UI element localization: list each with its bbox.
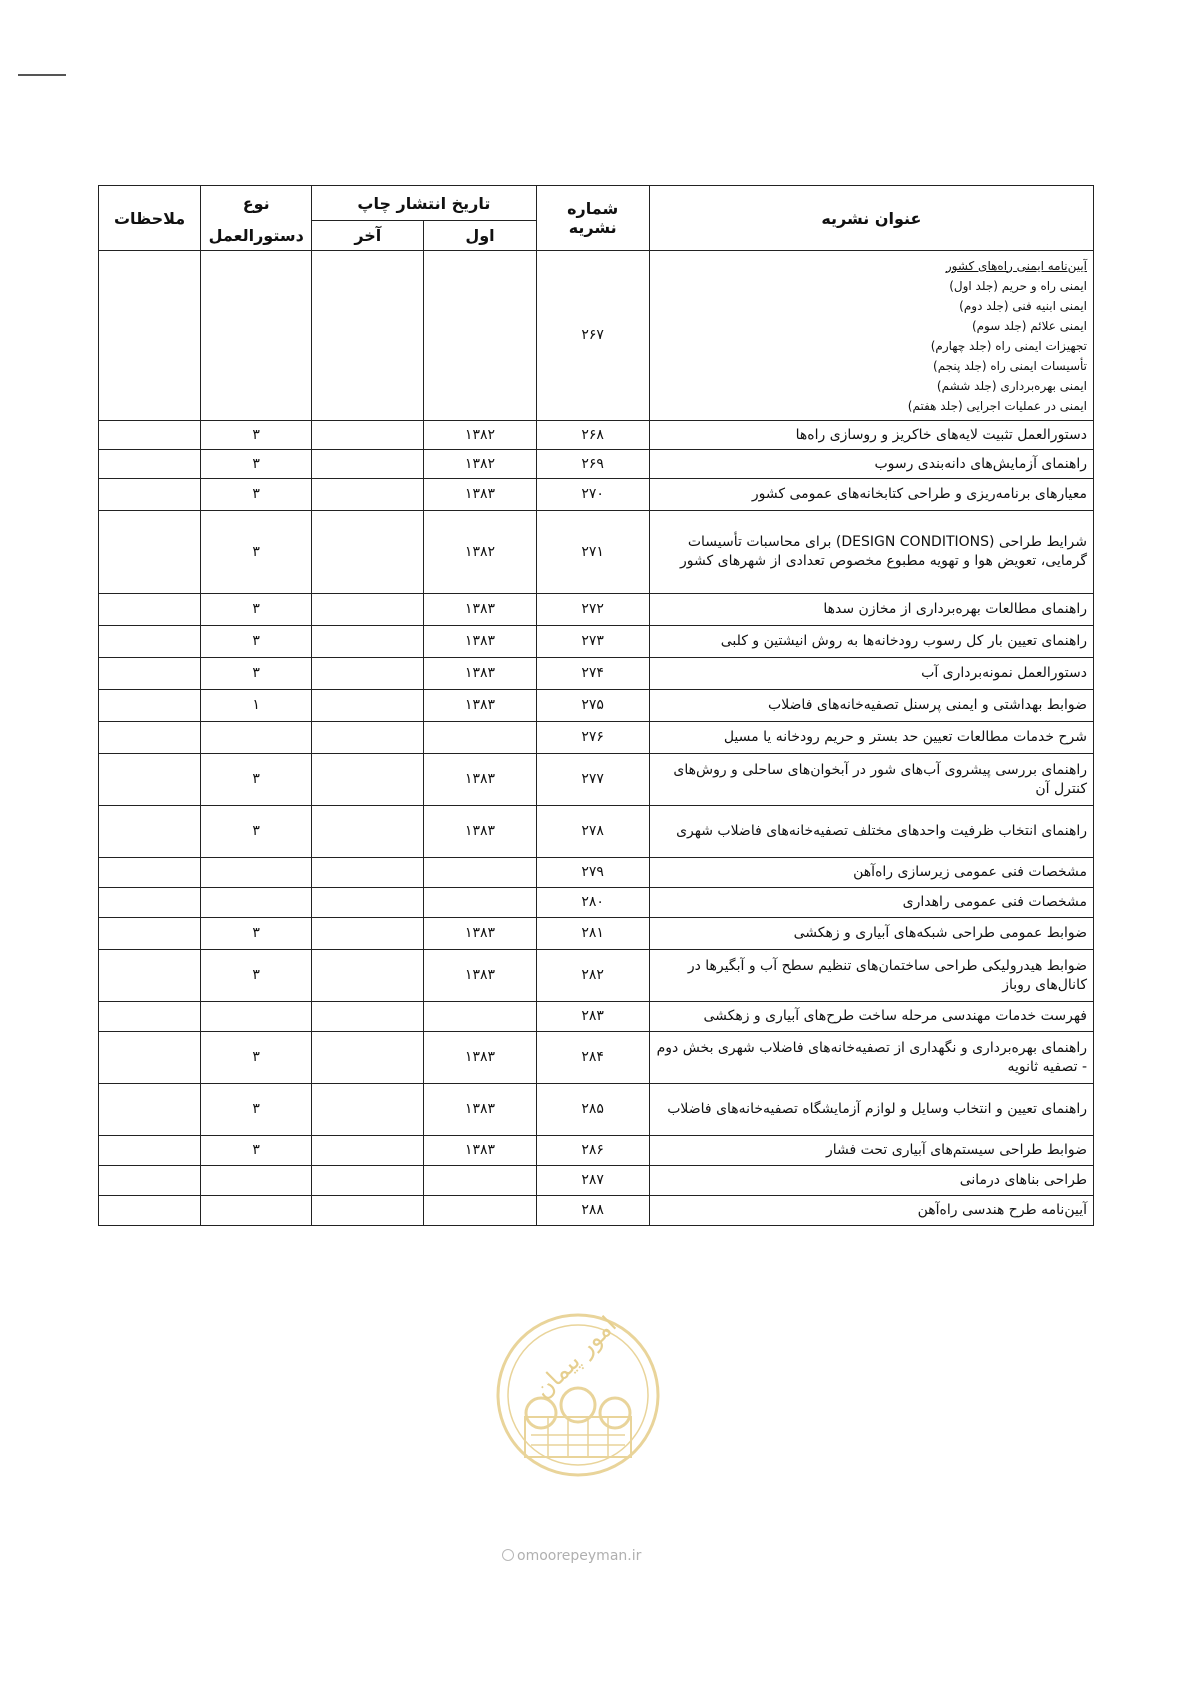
instruction-type: ۱: [201, 690, 312, 722]
volume-line: تجهیزات ایمنی راه (جلد چهارم): [930, 338, 1087, 353]
watermark-site: [502, 1548, 641, 1564]
publication-number: ۲۸۰: [536, 888, 649, 918]
table-body: [99, 251, 1094, 1226]
remarks-cell: [99, 918, 201, 950]
header-number-bottom: نشریه: [568, 218, 617, 237]
publication-number: ۲۷۳: [536, 626, 649, 658]
instruction-type: ۳: [201, 1084, 312, 1136]
last-print-year: [312, 658, 424, 690]
first-print-year: ۱۳۸۳: [424, 626, 536, 658]
first-print-year: ۱۳۸۳: [424, 1032, 536, 1084]
publication-number: ۲۸۴: [536, 1032, 649, 1084]
header-remarks: ملاحظات: [99, 186, 201, 251]
remarks-cell: [99, 722, 201, 754]
table-row: [99, 806, 1094, 858]
instruction-type: ۳: [201, 1136, 312, 1166]
table-row: [99, 888, 1094, 918]
publication-number: ۲۶۹: [536, 450, 649, 479]
remarks-cell: [99, 251, 201, 421]
publication-number: ۲۷۱: [536, 511, 649, 594]
table-row: [99, 479, 1094, 511]
header-type-top: نوع: [201, 186, 312, 221]
instruction-type: [201, 1002, 312, 1032]
first-print-year: [424, 858, 536, 888]
instruction-type: ۳: [201, 450, 312, 479]
publication-title: شرایط طراحی (DESIGN CONDITIONS) برای محاسبات تأسیسات گرمایی، تعویض هوا و تهویه مطبوع مخصوص تعدادی از شهرهای کشور: [649, 511, 1093, 594]
publication-number: ۲۶۸: [536, 421, 649, 450]
publication-title: راهنمای انتخاب ظرفیت واحدهای مختلف تصفیه‌خانه‌های فاضلاب شهری: [649, 806, 1093, 858]
publications-table: [98, 185, 1094, 1226]
last-print-year: [312, 251, 424, 421]
first-print-year: ۱۳۸۳: [424, 479, 536, 511]
last-print-year: [312, 1136, 424, 1166]
volume-line: ایمنی ابنیه فنی (جلد دوم): [959, 298, 1087, 313]
instruction-type: [201, 1196, 312, 1226]
first-print-year: ۱۳۸۳: [424, 1084, 536, 1136]
table-header: [99, 186, 1094, 251]
remarks-cell: [99, 658, 201, 690]
first-print-year: ۱۳۸۲: [424, 421, 536, 450]
last-print-year: [312, 1196, 424, 1226]
table-row: [99, 722, 1094, 754]
header-publish-date: تاریخ انتشار چاپ: [312, 186, 536, 221]
watermark-stamp: [493, 1305, 663, 1485]
last-print-year: [312, 626, 424, 658]
volume-line: آیین‌نامه ایمنی راه‌های کشور: [945, 258, 1087, 273]
first-print-year: ۱۳۸۳: [424, 690, 536, 722]
last-print-year: [312, 858, 424, 888]
volume-line: ایمنی علائم (جلد سوم): [971, 318, 1087, 333]
last-print-year: [312, 888, 424, 918]
table-row: [99, 658, 1094, 690]
publication-number: ۲۷۲: [536, 594, 649, 626]
volume-line: تأسیسات ایمنی راه (جلد پنجم): [933, 358, 1087, 373]
publication-title: راهنمای آزمایش‌های دانه‌بندی رسوب: [649, 450, 1093, 479]
watermark-site-text: omoorepeyman.ir: [517, 1548, 642, 1564]
first-print-year: ۱۳۸۳: [424, 950, 536, 1002]
table-row: [99, 450, 1094, 479]
first-print-year: [424, 1002, 536, 1032]
publication-title: ضوابط هیدرولیکی طراحی ساختمان‌های تنظیم سطح آب و آبگیرها در کانال‌های روباز: [649, 950, 1093, 1002]
last-print-year: [312, 1166, 424, 1196]
table-row: [99, 754, 1094, 806]
publication-number: ۲۶۷: [536, 251, 649, 421]
publication-number: ۲۸۷: [536, 1166, 649, 1196]
table-row: [99, 1166, 1094, 1196]
publication-title: راهنمای تعیین بار کل رسوب رودخانه‌ها به روش انیشتین و کلبی: [649, 626, 1093, 658]
remarks-cell: [99, 421, 201, 450]
publication-number: ۲۸۱: [536, 918, 649, 950]
last-print-year: [312, 690, 424, 722]
publication-title: مشخصات فنی عمومی راهداری: [649, 888, 1093, 918]
publication-title: ضوابط عمومی طراحی شبکه‌های آبیاری و زهکشی: [649, 918, 1093, 950]
last-print-year: [312, 450, 424, 479]
volume-line: ایمنی راه و حریم (جلد اول): [949, 278, 1087, 293]
table-row: [99, 1032, 1094, 1084]
volume-line: ایمنی در عملیات اجرایی (جلد هفتم): [907, 398, 1087, 413]
last-print-year: [312, 511, 424, 594]
table-row: [99, 594, 1094, 626]
instruction-type: ۳: [201, 918, 312, 950]
first-print-year: ۱۳۸۲: [424, 511, 536, 594]
first-print-year: ۱۳۸۳: [424, 594, 536, 626]
publication-title: دستورالعمل نمونه‌برداری آب: [649, 658, 1093, 690]
volume-line: ایمنی بهره‌برداری (جلد ششم): [936, 378, 1087, 393]
remarks-cell: [99, 1136, 201, 1166]
publication-title: راهنمای بررسی پیشروی آب‌های شور در آبخوان‌های ساحلی و روش‌های کنترل آن: [649, 754, 1093, 806]
remarks-cell: [99, 1196, 201, 1226]
header-date-first: اول: [424, 221, 536, 251]
first-print-year: [424, 251, 536, 421]
first-print-year: [424, 888, 536, 918]
publication-number: ۲۷۷: [536, 754, 649, 806]
last-print-year: [312, 950, 424, 1002]
instruction-type: [201, 1166, 312, 1196]
publication-number: ۲۷۰: [536, 479, 649, 511]
last-print-year: [312, 421, 424, 450]
instruction-type: [201, 251, 312, 421]
table-row: [99, 511, 1094, 594]
first-print-year: ۱۳۸۳: [424, 1136, 536, 1166]
publication-number: ۲۸۵: [536, 1084, 649, 1136]
publication-title: شرح خدمات مطالعات تعیین حد بستر و حریم رودخانه یا مسیل: [649, 722, 1093, 754]
header-number: [536, 186, 649, 251]
last-print-year: [312, 1002, 424, 1032]
stamp-text: امور پیمان: [528, 1310, 622, 1404]
last-print-year: [312, 1084, 424, 1136]
publication-number: ۲۷۹: [536, 858, 649, 888]
instruction-type: ۳: [201, 511, 312, 594]
header-title: عنوان نشریه: [649, 186, 1093, 251]
table-row-first: [99, 251, 1094, 421]
remarks-cell: [99, 450, 201, 479]
publication-title: آیین‌نامه طرح هندسی راه‌آهن: [649, 1196, 1093, 1226]
remarks-cell: [99, 1032, 201, 1084]
instruction-type: ۳: [201, 479, 312, 511]
remarks-cell: [99, 1084, 201, 1136]
publication-number: ۲۷۵: [536, 690, 649, 722]
publication-number: ۲۸۳: [536, 1002, 649, 1032]
table-row: [99, 1002, 1094, 1032]
remarks-cell: [99, 754, 201, 806]
publication-number: ۲۸۸: [536, 1196, 649, 1226]
remarks-cell: [99, 806, 201, 858]
header-type-bottom: دستورالعمل: [201, 221, 312, 251]
instruction-type: ۳: [201, 594, 312, 626]
instruction-type: ۳: [201, 421, 312, 450]
instruction-type: [201, 722, 312, 754]
publication-title: راهنمای مطالعات بهره‌برداری از مخازن سدها: [649, 594, 1093, 626]
publication-number: ۲۷۴: [536, 658, 649, 690]
table-row: [99, 1196, 1094, 1226]
remarks-cell: [99, 950, 201, 1002]
first-print-year: [424, 1166, 536, 1196]
last-print-year: [312, 722, 424, 754]
last-print-year: [312, 479, 424, 511]
last-print-year: [312, 918, 424, 950]
publication-number: ۲۷۶: [536, 722, 649, 754]
publication-title: دستورالعمل تثبیت لایه‌های خاکریز و روسازی راه‌ها: [649, 421, 1093, 450]
remarks-cell: [99, 594, 201, 626]
publication-title: راهنمای بهره‌برداری و نگهداری از تصفیه‌خانه‌های فاضلاب شهری بخش دوم - تصفیه ثانویه: [649, 1032, 1093, 1084]
remarks-cell: [99, 479, 201, 511]
last-print-year: [312, 594, 424, 626]
last-print-year: [312, 806, 424, 858]
header-number-top: شماره: [567, 199, 619, 218]
first-print-year: ۱۳۸۳: [424, 754, 536, 806]
last-print-year: [312, 1032, 424, 1084]
instruction-type: ۳: [201, 1032, 312, 1084]
header-date-last: آخر: [312, 221, 424, 251]
remarks-cell: [99, 1002, 201, 1032]
publication-number: ۲۷۸: [536, 806, 649, 858]
instruction-type: ۳: [201, 754, 312, 806]
instruction-type: ۳: [201, 950, 312, 1002]
last-print-year: [312, 754, 424, 806]
instruction-type: ۳: [201, 806, 312, 858]
scan-artifact-line: [18, 74, 66, 76]
safety-volumes-cell: [649, 251, 1093, 421]
first-print-year: ۱۳۸۲: [424, 450, 536, 479]
publication-title: طراحی بناهای درمانی: [649, 1166, 1093, 1196]
publication-title: مشخصات فنی عمومی زیرسازی راه‌آهن: [649, 858, 1093, 888]
at-icon: [502, 1549, 514, 1561]
publication-title: ضوابط بهداشتی و ایمنی پرسنل تصفیه‌خانه‌های فاضلاب: [649, 690, 1093, 722]
publication-title: معیارهای برنامه‌ریزی و طراحی کتابخانه‌های عمومی کشور: [649, 479, 1093, 511]
remarks-cell: [99, 858, 201, 888]
publication-title: فهرست خدمات مهندسی مرحله ساخت طرح‌های آبیاری و زهکشی: [649, 1002, 1093, 1032]
table-row: [99, 421, 1094, 450]
publication-title: ضوابط طراحی سیستم‌های آبیاری تحت فشار: [649, 1136, 1093, 1166]
publication-number: ۲۸۶: [536, 1136, 649, 1166]
table-row: [99, 626, 1094, 658]
remarks-cell: [99, 626, 201, 658]
instruction-type: ۳: [201, 626, 312, 658]
publication-number: ۲۸۲: [536, 950, 649, 1002]
table-row: [99, 858, 1094, 888]
remarks-cell: [99, 888, 201, 918]
remarks-cell: [99, 511, 201, 594]
first-print-year: ۱۳۸۳: [424, 806, 536, 858]
table-row: [99, 918, 1094, 950]
remarks-cell: [99, 690, 201, 722]
first-print-year: [424, 1196, 536, 1226]
table-row: [99, 1136, 1094, 1166]
first-print-year: [424, 722, 536, 754]
table-row: [99, 1084, 1094, 1136]
first-print-year: ۱۳۸۳: [424, 658, 536, 690]
first-print-year: ۱۳۸۳: [424, 918, 536, 950]
remarks-cell: [99, 1166, 201, 1196]
table-row: [99, 690, 1094, 722]
publication-title: راهنمای تعیین و انتخاب وسایل و لوازم آزمایشگاه تصفیه‌خانه‌های فاضلاب: [649, 1084, 1093, 1136]
table-row: [99, 950, 1094, 1002]
instruction-type: [201, 858, 312, 888]
instruction-type: ۳: [201, 658, 312, 690]
instruction-type: [201, 888, 312, 918]
